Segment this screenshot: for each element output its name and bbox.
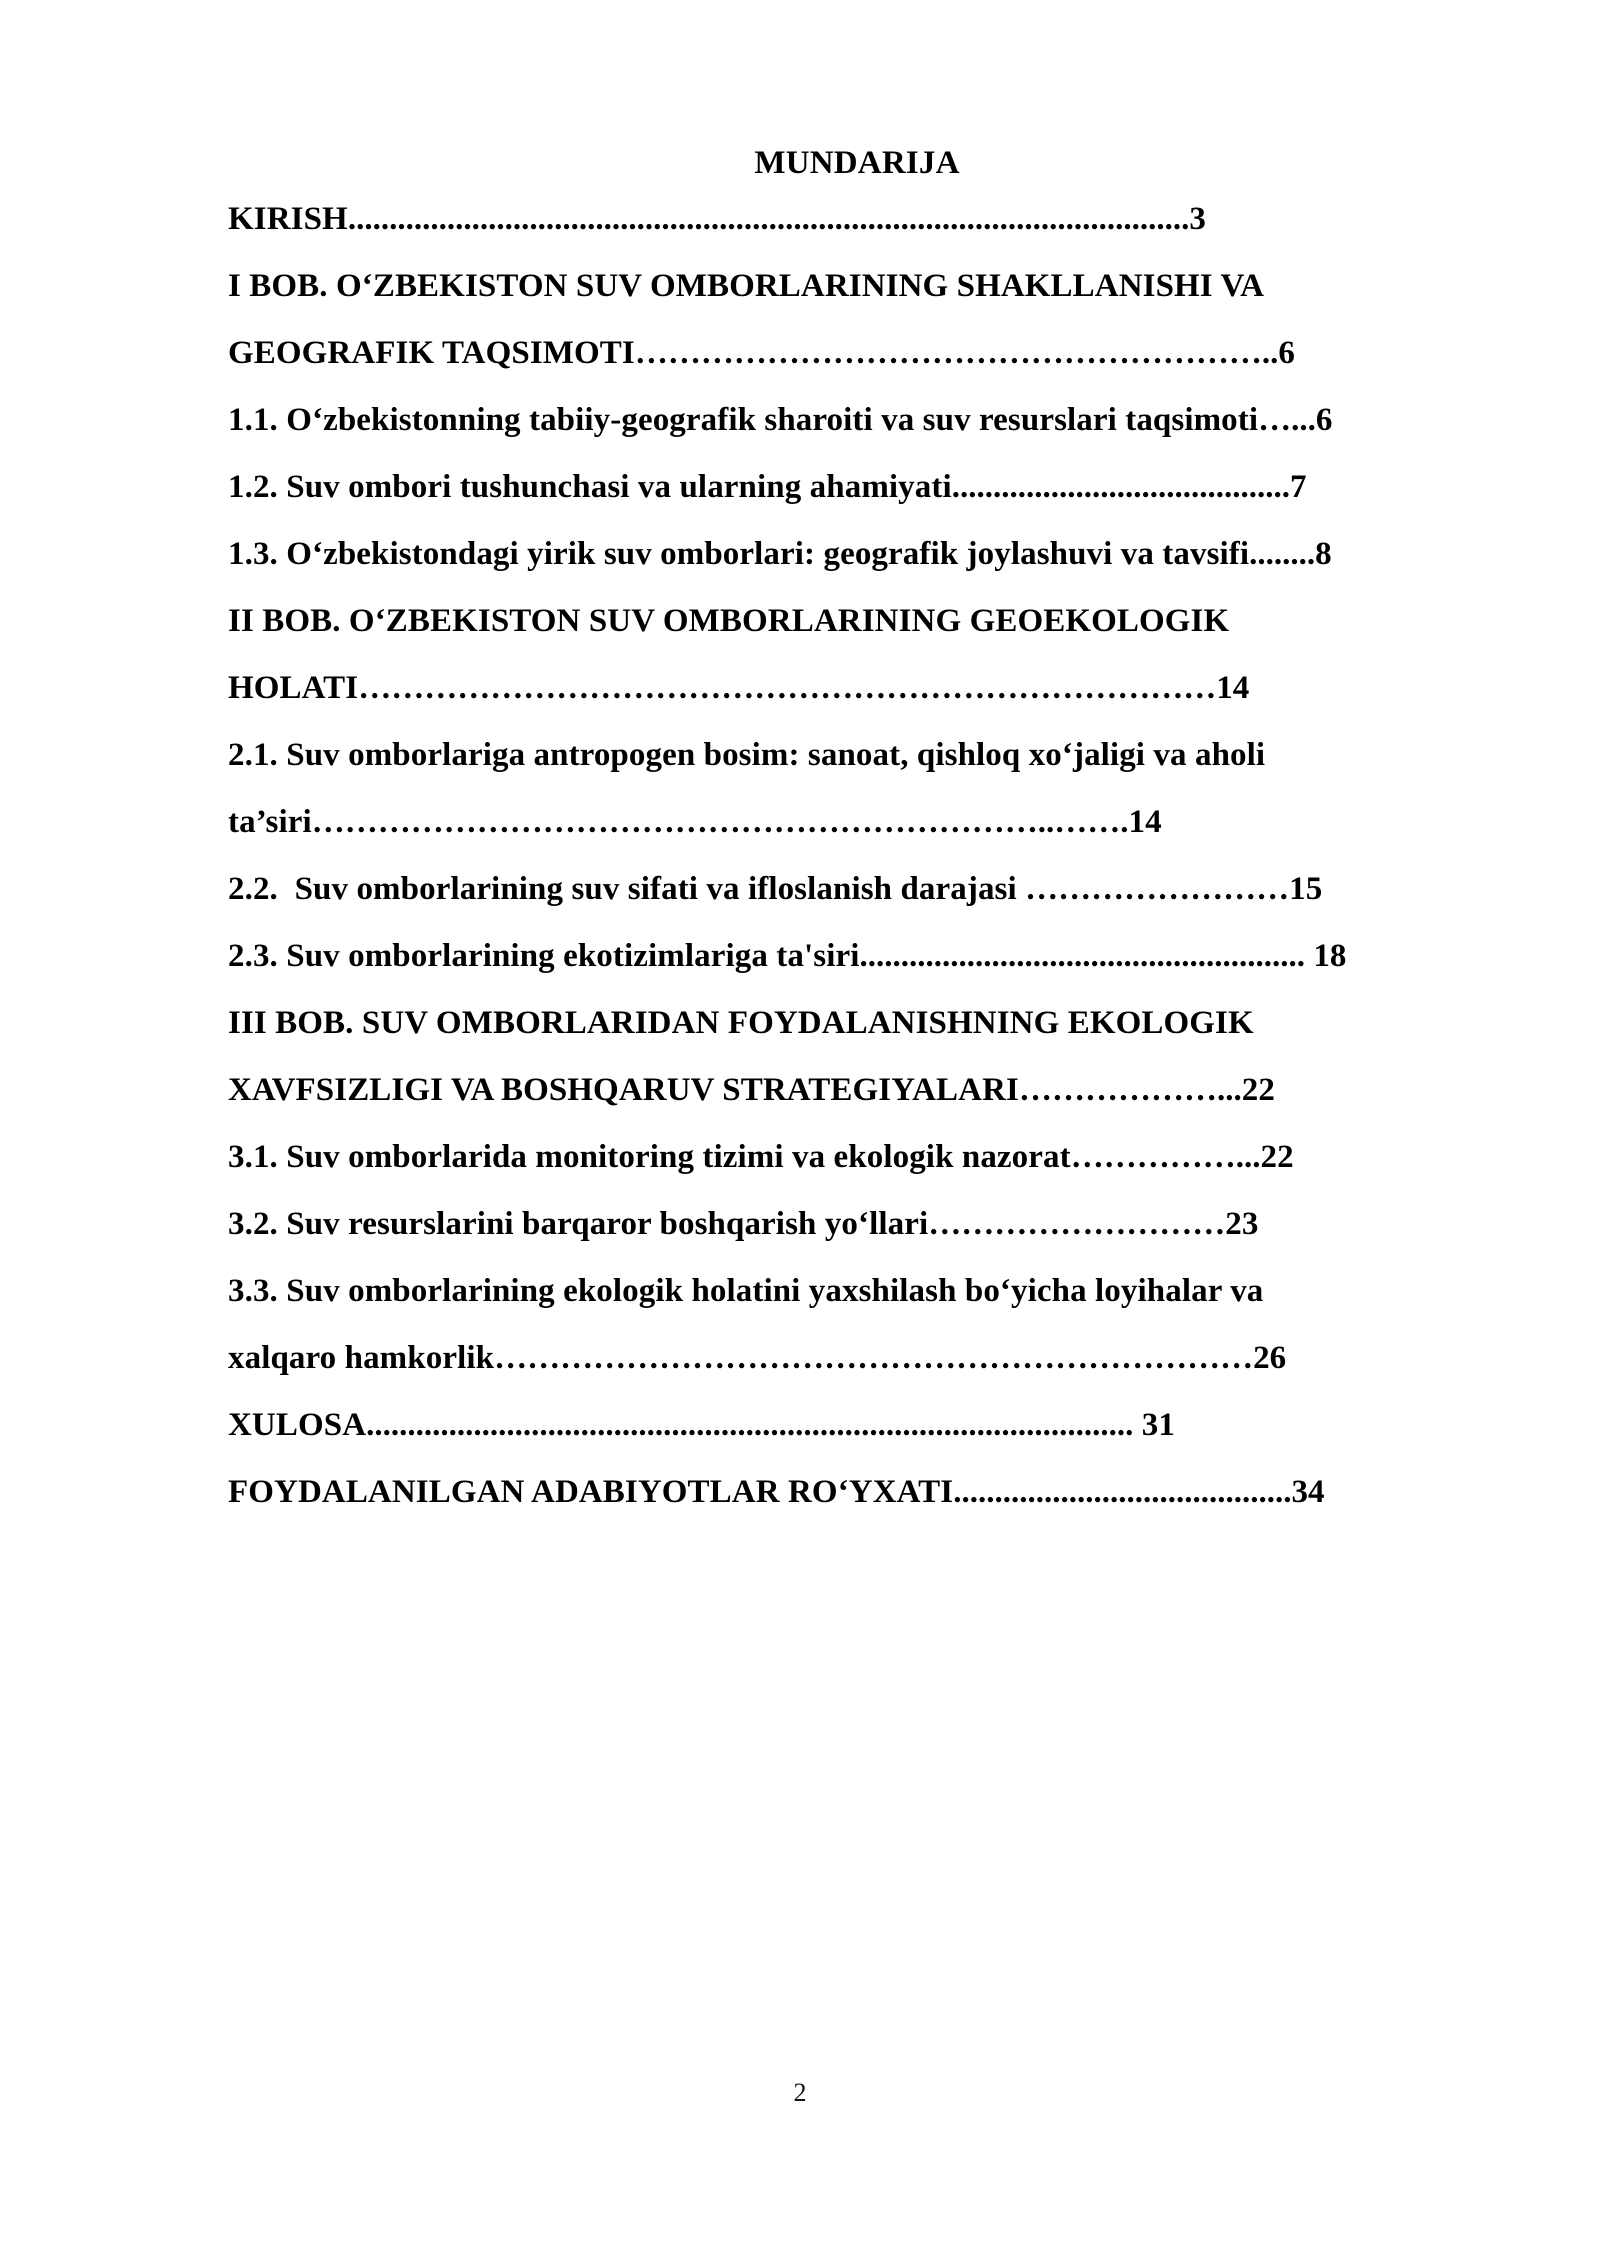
toc-entry-leader: ……………... <box>1070 1139 1261 1175</box>
toc-entry[interactable] <box>228 923 1486 990</box>
toc-entry[interactable] <box>228 1191 1486 1258</box>
toc-entry[interactable] <box>228 521 1486 588</box>
toc-entry[interactable] <box>228 253 1486 320</box>
toc-entry-leader: ......................................... <box>951 469 1290 505</box>
toc-entry-label: 2.1. Suv omborlariga antropogen bosim: sanoat, qishloq xo‘jaligi va aholi <box>228 737 1266 773</box>
toc-entry-label: XULOSA <box>228 1407 367 1443</box>
toc-entry-page-number: 6 <box>1315 402 1333 438</box>
toc-entry-label: 3.3. Suv omborlarining ekologik holatini yaxshilash bo‘yicha loyihalar va <box>228 1273 1264 1309</box>
toc-entry[interactable] <box>228 722 1486 789</box>
toc-entry[interactable] <box>228 186 1486 253</box>
toc-entry-leader: ........ <box>1249 536 1316 572</box>
toc-entry-label: I BOB. O‘ZBEKISTON SUV OMBORLARINING SHAKLLANISHI VA <box>228 268 1265 304</box>
toc-entry-leader: ............................................................................................. <box>366 1407 1134 1443</box>
toc-entry-label: 2.2. Suv omborlarining suv sifati va ifloslanish darajasi <box>228 871 1026 907</box>
toc-entry-label: xalqaro hamkorlik <box>228 1340 495 1376</box>
toc-entry-page-number: 23 <box>1225 1206 1259 1242</box>
toc-entry[interactable] <box>228 1459 1486 1526</box>
toc-entry-leader: ...................................................................................................... <box>347 201 1190 237</box>
toc-entry-page-number: 18 <box>1304 938 1347 974</box>
toc-entry-leader: ......................................... <box>953 1474 1292 1510</box>
toc-entry-label: KIRISH <box>228 201 348 237</box>
toc-entry-leader: …... <box>1258 402 1316 438</box>
toc-entry-leader: …………………………………………………………..……. <box>311 804 1129 840</box>
footer-page-number: 2 <box>793 2078 807 2107</box>
toc-entry-label: XAVFSIZLIGI VA BOSHQARUV STRATEGIYALARI <box>228 1072 1019 1108</box>
toc-entry[interactable] <box>228 454 1486 521</box>
toc-entry[interactable] <box>228 1325 1486 1392</box>
toc-entry-page-number: 8 <box>1315 536 1332 572</box>
toc-entry-page-number: 6 <box>1278 335 1295 371</box>
toc-entry-label: III BOB. SUV OMBORLARIDAN FOYDALANISHNING EKOLOGIK <box>228 1005 1254 1041</box>
toc-entry-label: HOLATI <box>228 670 359 706</box>
toc-entry[interactable] <box>228 320 1486 387</box>
toc-entry-label: 1.1. O‘zbekistonning tabiiy-geografik sharoiti va suv resurslari taqsimoti <box>228 402 1259 438</box>
toc-entry-page-number: 15 <box>1289 871 1323 907</box>
toc-entry-leader: …………………… <box>1025 871 1290 907</box>
toc-entry-list <box>228 186 1486 1526</box>
toc-entry-label: 2.3. Suv omborlarining ekotizimlariga ta'siri <box>228 938 860 974</box>
table-of-contents <box>228 140 1486 1526</box>
toc-entry-label: ta’siri <box>228 804 312 840</box>
page-title: MUNDARIJA <box>754 145 960 181</box>
toc-entry-page-number: 31 <box>1133 1407 1175 1443</box>
toc-entry[interactable] <box>228 387 1486 454</box>
toc-entry-label: 1.3. O‘zbekistondagi yirik suv omborlari: geografik joylashuvi va tavsifi <box>228 536 1250 572</box>
toc-entry-leader: …………………………………………………………… <box>494 1340 1254 1376</box>
toc-entry-page-number: 34 <box>1291 1474 1325 1510</box>
toc-entry-page-number: 7 <box>1289 469 1307 505</box>
toc-entry[interactable] <box>228 1057 1486 1124</box>
toc-entry[interactable] <box>228 1124 1486 1191</box>
toc-entry-leader: ...................................................... <box>859 938 1305 974</box>
toc-entry[interactable] <box>228 588 1486 655</box>
toc-entry-label: 3.1. Suv omborlarida monitoring tizimi va ekologik nazorat <box>228 1139 1071 1175</box>
toc-entry-page-number: 3 <box>1189 201 1206 237</box>
toc-entry-label: 1.2. Suv ombori tushunchasi va ularning ahamiyati <box>228 469 952 505</box>
toc-entry-page-number: 14 <box>1216 670 1250 706</box>
toc-entry-leader: ………………... <box>1018 1072 1242 1108</box>
toc-entry-label: 3.2. Suv resurslarini barqaror boshqarish yo‘llari <box>228 1206 929 1242</box>
toc-entry-label: II BOB. O‘ZBEKISTON SUV OMBORLARINING GEOEKOLOGIK <box>228 603 1230 639</box>
toc-entry-page-number: 14 <box>1128 804 1162 840</box>
toc-entry-page-number: 22 <box>1241 1072 1275 1108</box>
toc-entry[interactable] <box>228 1392 1486 1459</box>
toc-entry[interactable] <box>228 789 1486 856</box>
toc-entry[interactable] <box>228 655 1486 722</box>
toc-entry[interactable] <box>228 856 1486 923</box>
toc-entry-leader: ………………………………………………….. <box>634 335 1279 371</box>
toc-entry-label: FOYDALANILGAN ADABIYOTLAR RO‘YXATI <box>228 1474 954 1510</box>
toc-entry-page-number: 22 <box>1260 1139 1294 1175</box>
toc-entry-leader: ……………………… <box>928 1206 1226 1242</box>
toc-entry-page-number: 26 <box>1253 1340 1287 1376</box>
toc-entry-label: GEOGRAFIK TAQSIMOTI <box>228 335 635 371</box>
toc-entry-leader: …………………………………………………………………… <box>358 670 1217 706</box>
toc-entry[interactable] <box>228 1258 1486 1325</box>
toc-entry[interactable] <box>228 990 1486 1057</box>
